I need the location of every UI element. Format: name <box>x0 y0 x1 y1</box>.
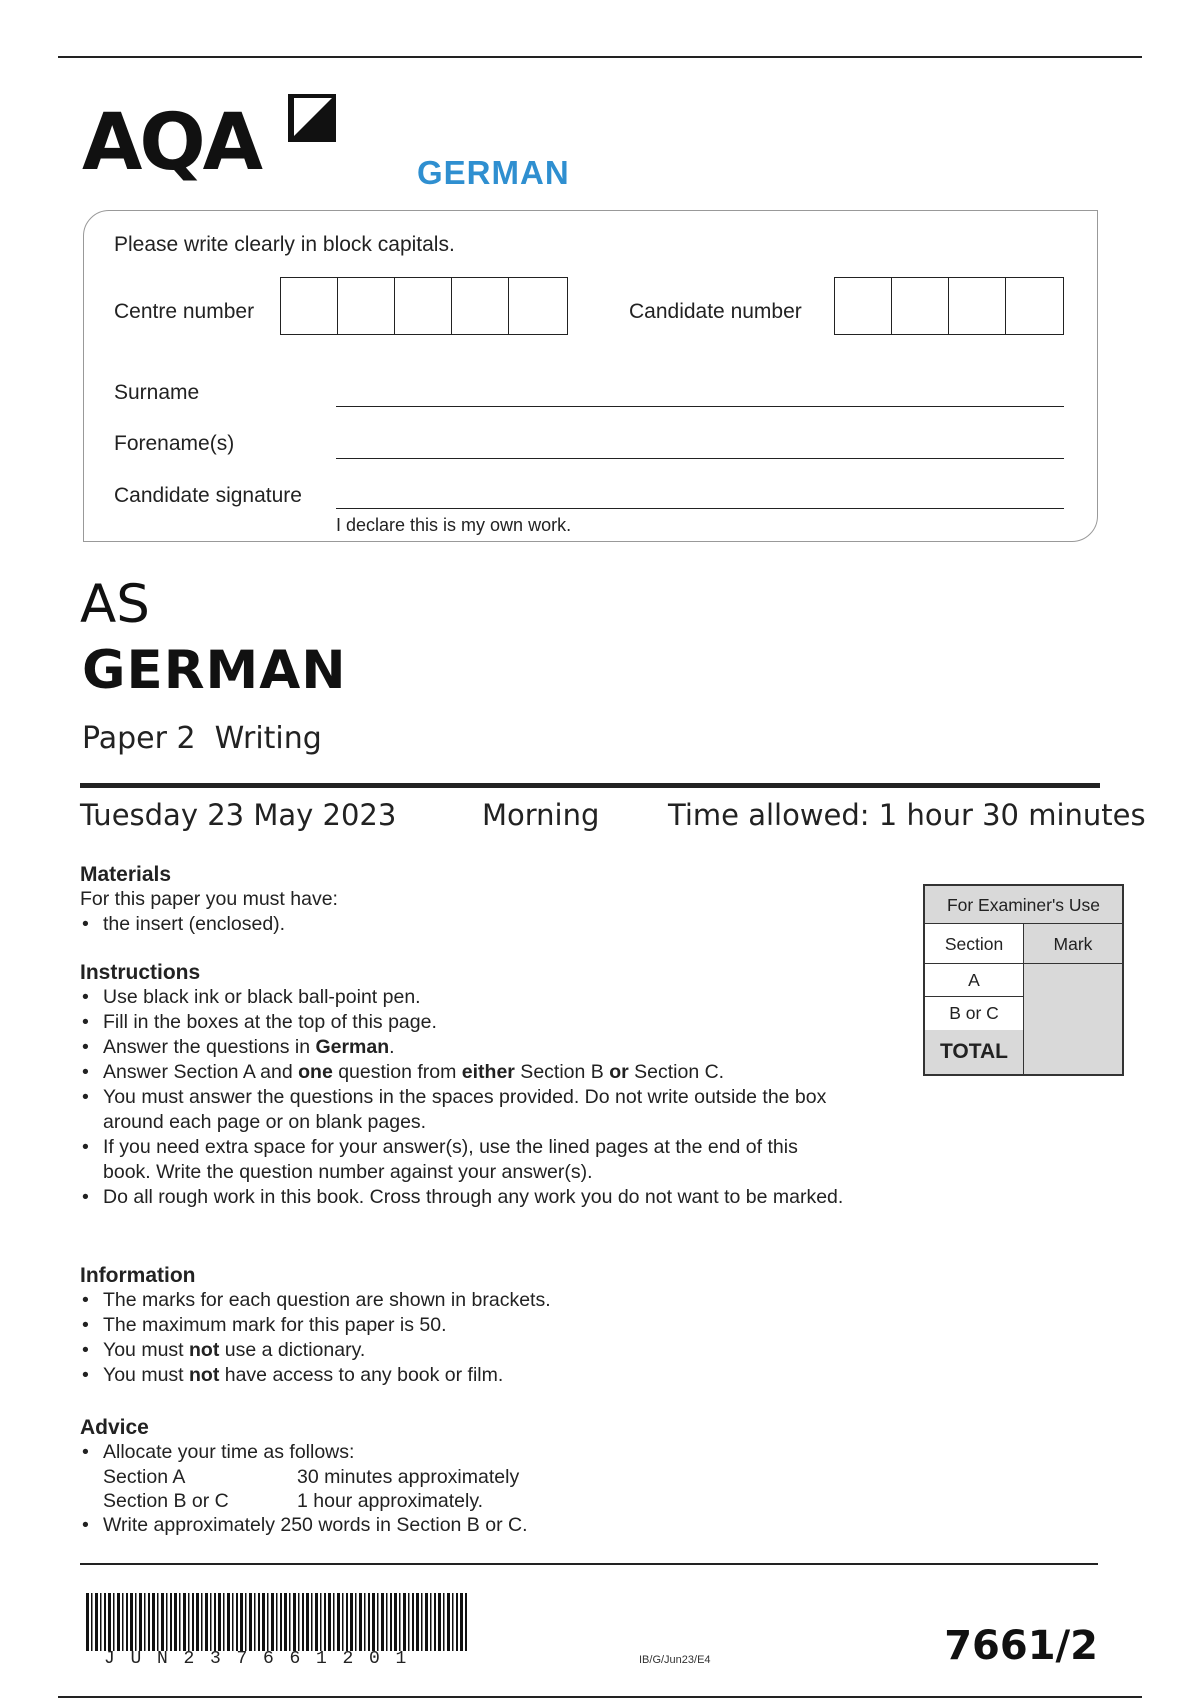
qualification-level: AS <box>80 574 150 635</box>
paper-title <box>82 721 322 756</box>
examiner-use-table <box>923 884 1124 1076</box>
paper-code: 7661/2 <box>944 1623 1098 1669</box>
page-title: GERMAN <box>82 640 347 701</box>
signature-label: Candidate signature <box>114 484 302 507</box>
centre-number-digit-box[interactable] <box>280 277 338 335</box>
instruction-item: • Do all rough work in this book. Cross through any work you do not want to be marked. <box>80 1185 850 1210</box>
instruction-item: • Answer Section A and one question from either Section B or Section C. <box>80 1060 850 1085</box>
forename-field[interactable] <box>336 458 1064 459</box>
information-heading: Information <box>80 1264 196 1287</box>
examiner-col-mark: Mark <box>1024 924 1122 964</box>
materials-section <box>80 863 860 937</box>
signature-field[interactable] <box>336 508 1064 509</box>
time-allowed: Time allowed: 1 hour 30 minutes <box>668 798 1146 832</box>
forename-label: Forename(s) <box>114 432 235 455</box>
barcode-digits: JUN237661201 <box>104 1649 423 1669</box>
candidate-number-digit-box[interactable] <box>948 277 1006 335</box>
block-capitals-instruction: Please write clearly in block capitals. <box>114 233 455 256</box>
centre-number-digit-box[interactable] <box>508 277 568 335</box>
surname-field[interactable] <box>336 406 1064 407</box>
timing-section: Section B or C <box>103 1490 229 1512</box>
aqa-logo-mark-icon <box>284 90 340 146</box>
barcode-icon <box>86 1593 469 1651</box>
candidate-number-digit-box[interactable] <box>891 277 949 335</box>
aqa-logo: AQA <box>82 98 261 188</box>
information-section <box>80 1264 860 1388</box>
instructions-heading: Instructions <box>80 961 201 984</box>
examiner-row-section: A <box>925 964 1024 997</box>
centre-number-digit-box[interactable] <box>394 277 452 335</box>
candidate-number-digit-box[interactable] <box>834 277 892 335</box>
document-code: IB/G/Jun23/E4 <box>639 1654 711 1666</box>
candidate-number-digit-box[interactable] <box>1005 277 1064 335</box>
information-item: • You must not use a dictionary. <box>80 1338 860 1363</box>
advice-item: • Allocate your time as follows: <box>80 1440 860 1465</box>
footer-rule <box>80 1563 1098 1565</box>
materials-heading: Materials <box>80 863 172 886</box>
instructions-section <box>80 961 870 1210</box>
instruction-item: • You must answer the questions in the spaces provided. Do not write outside the box around each page or on blank pages. <box>80 1085 850 1135</box>
exam-session: Morning <box>482 798 600 832</box>
materials-intro: For this paper you must have: <box>80 888 338 910</box>
timing-row <box>80 1489 860 1513</box>
candidate-number-label: Candidate number <box>629 300 802 323</box>
timing-time: 1 hour approximately. <box>297 1490 484 1512</box>
examiner-col-section: Section <box>925 924 1024 964</box>
advice-heading: Advice <box>80 1416 149 1439</box>
centre-number-digit-box[interactable] <box>337 277 395 335</box>
timing-time: 30 minutes approximately <box>297 1466 520 1488</box>
centre-number-digit-box[interactable] <box>451 277 509 335</box>
information-item: • The marks for each question are shown in brackets. <box>80 1288 860 1313</box>
paper-number: Paper 2 <box>82 721 196 756</box>
title-rule <box>80 783 1100 788</box>
examiner-row-section: B or C <box>925 997 1024 1030</box>
advice-section <box>80 1416 860 1538</box>
timing-row <box>80 1465 860 1489</box>
examiner-mark-area[interactable] <box>1024 964 1122 1074</box>
exam-date: Tuesday 23 May 2023 <box>80 798 397 832</box>
materials-item: • the insert (enclosed). <box>80 912 860 937</box>
timing-section: Section A <box>103 1466 186 1488</box>
instruction-item: • If you need extra space for your answer(s), use the lined pages at the end of this book. Write the question number against your answer(s). <box>80 1135 850 1185</box>
top-rule <box>58 56 1142 58</box>
advice-item: • Write approximately 250 words in Section B or C. <box>80 1513 860 1538</box>
instruction-item: • Answer the questions in German. <box>80 1035 850 1060</box>
bottom-rule <box>58 1696 1142 1698</box>
information-item: • The maximum mark for this paper is 50. <box>80 1313 860 1338</box>
instruction-item: • Fill in the boxes at the top of this page. <box>80 1010 850 1035</box>
examiner-table-title: For Examiner's Use <box>925 886 1122 924</box>
examiner-total-label: TOTAL <box>925 1030 1024 1074</box>
header-subject: GERMAN <box>417 154 570 191</box>
surname-label: Surname <box>114 381 200 404</box>
information-item: • You must not have access to any book or film. <box>80 1363 860 1388</box>
paper-name: Writing <box>214 721 322 756</box>
instruction-item: • Use black ink or black ball-point pen. <box>80 985 850 1010</box>
centre-number-label: Centre number <box>114 300 255 323</box>
declaration-text: I declare this is my own work. <box>336 515 572 535</box>
